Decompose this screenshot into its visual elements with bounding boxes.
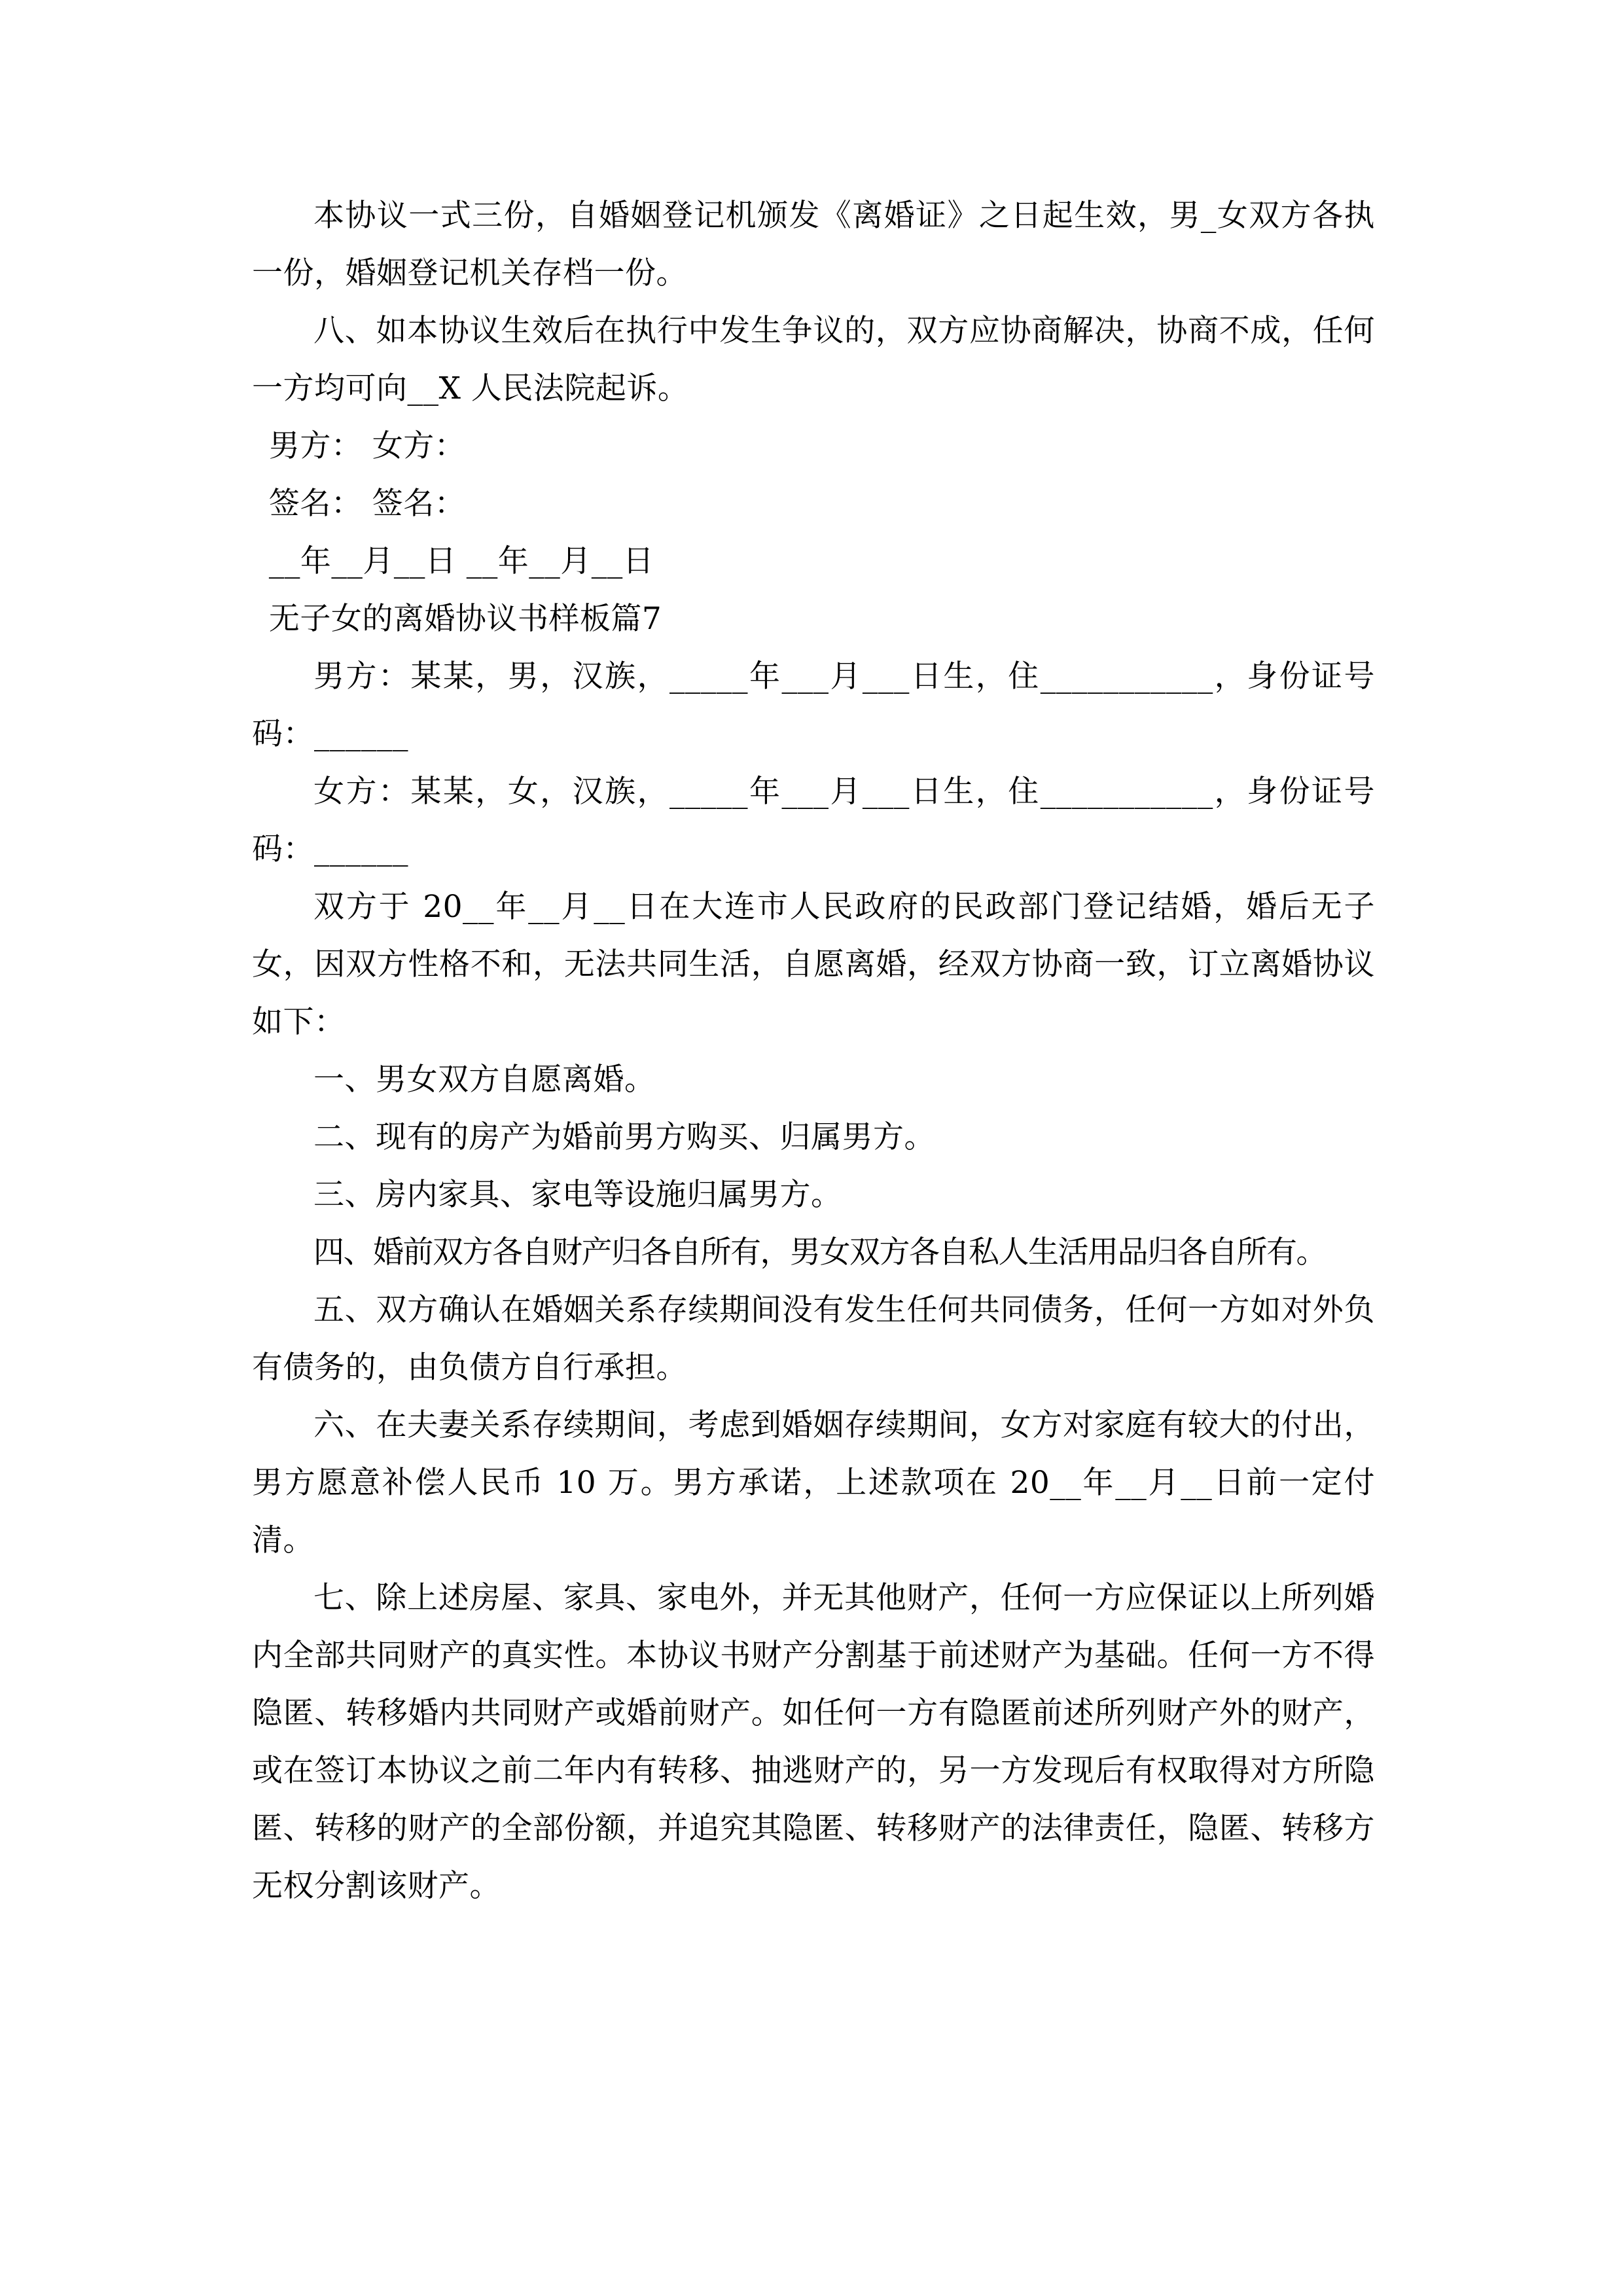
paragraph-clause-one: 一、男女双方自愿离婚。 (313, 1062, 656, 1098)
party-labels-line: 男方： 女方： (268, 428, 466, 464)
signature-date-line: __年__月__日 __年__月__日 (268, 543, 654, 579)
paragraph-marriage-introduction: 双方于 20__年__月__日在大连市人民政府的民政部门登记结婚，婚后无子女，因双方性格不和，无法共同生活，自愿离婚，经双方协商一致，订立离婚协议如下： (252, 889, 1375, 1040)
paragraph-clause-seven: 七、除上述房屋、家具、家电外，并无其他财产，任何一方应保证以上所列婚内全部共同财产的真实性。本协议书财产分割基于前述财产为基础。任何一方不得隐匿、转移婚内共同财产或婚前财产。如任何一方有隐匿前述所列财产外的财产，或在签订本协议之前二年内有转移、抽逃财产的，另一方发现后有权取得对方所隐匿、转移的财产的全部份额，并追究其隐匿、转移财产的法律责任，隐匿、转移方无权分割该财产。 (252, 1580, 1375, 1904)
paragraph-man-identity: 男方：某某，男，汉族，_____年___月___日生，住___________，身份证号码：______ (252, 658, 1375, 752)
paragraph-clause-three: 三、房内家具、家电等设施归属男方。 (313, 1177, 842, 1213)
paragraph-clause-eight: 八、如本协议生效后在执行中发生争议的，双方应协商解决，协商不成，任何一方均可向__X 人民法院起诉。 (252, 313, 1375, 406)
section-heading-template-7: 无子女的离婚协议书样板篇7 (268, 601, 662, 637)
paragraph-copies-clause: 本协议一式三份，自婚姻登记机颁发《离婚证》之日起生效，男_女双方各执一份，婚姻登记机关存档一份。 (252, 198, 1375, 291)
paragraph-clause-two: 二、现有的房产为婚前男方购买、归属男方。 (313, 1119, 935, 1155)
signature-labels-line: 签名： 签名： (268, 486, 466, 522)
paragraph-clause-six: 六、在夫妻关系存续期间，考虑到婚姻存续期间，女方对家庭有较大的付出，男方愿意补偿人民币 10 万。男方承诺，上述款项在 20__年__月__日前一定付清。 (252, 1407, 1375, 1558)
paragraph-clause-four: 四、婚前双方各自财产归各自所有，男女双方各自私人生活用品归各自所有。 (313, 1234, 1326, 1270)
document-body (252, 187, 1375, 1915)
paragraph-woman-identity: 女方：某某，女，汉族，_____年___月___日生，住___________，身份证号码：______ (252, 774, 1375, 867)
paragraph-clause-five: 五、双方确认在婚姻关系存续期间没有发生任何共同债务，任何一方如对外负有债务的，由负债方自行承担。 (252, 1292, 1375, 1386)
